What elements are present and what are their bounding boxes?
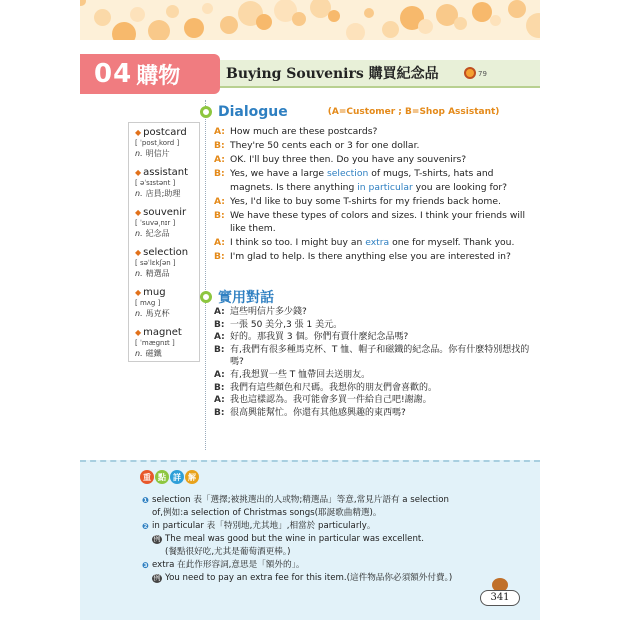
practical-text: 有,我想買一些 T 恤帶回去送朋友。	[230, 369, 371, 380]
note-text: The meal was good but the wine in particular was excellent.	[165, 534, 425, 544]
text-segment: of mugs, T-shirts, hats and magnets. Is there anything	[230, 168, 494, 193]
highlighted-term: in particular	[357, 181, 413, 193]
vocab-meaning	[135, 308, 193, 319]
key-points-heading-char: 詳	[170, 470, 184, 484]
key-points-panel	[80, 460, 540, 620]
vocab-word	[135, 207, 193, 218]
vocab-meaning-text: 店員;助理	[145, 189, 181, 198]
note-line	[142, 533, 502, 546]
note-text: You need to pay an extra fee for this item.(這件物品你必須額外付費。)	[165, 573, 453, 583]
vocab-pronunciation: [ ˈmægnɪt ]	[135, 339, 175, 347]
speaker-label: B:	[214, 251, 225, 262]
vocab-word	[135, 247, 193, 258]
circle-bullet-icon	[200, 291, 212, 303]
practical-line	[214, 319, 534, 332]
note-line	[142, 494, 502, 507]
decorative-dot	[346, 23, 365, 40]
dialogue-line	[214, 139, 534, 153]
practical-text: 我們有這些顏色和尺碼。我想你的朋友們會喜歡的。	[230, 382, 438, 393]
lesson-number: 04	[94, 59, 133, 89]
practical-text: 很高興能幫忙。你還有其他感興趣的東西嗎?	[230, 407, 406, 418]
text-segment: OK. I'll buy three then. Do you have any souvenirs?	[230, 154, 467, 165]
lesson-title-bar	[220, 60, 540, 88]
audio-track-icon[interactable]	[464, 67, 476, 79]
vocabulary-box	[128, 122, 200, 362]
dialogue-text	[230, 153, 534, 167]
vocab-pos: n.	[135, 349, 143, 358]
note-number: ❶	[142, 496, 149, 505]
practical-line	[214, 407, 534, 420]
example-marker-icon: 例	[153, 535, 161, 543]
key-points-heading-char: 重	[140, 470, 154, 484]
note-line	[142, 520, 502, 533]
decorative-dot	[130, 7, 145, 22]
vocab-word	[135, 127, 193, 138]
speaker-label: B:	[214, 209, 225, 221]
note-line	[142, 572, 502, 585]
dialogue-text	[230, 125, 534, 139]
dialogue-text	[230, 139, 534, 153]
note-line	[142, 546, 502, 559]
diamond-bullet-icon: ◆	[135, 328, 142, 337]
vocab-word-text: souvenir	[143, 207, 187, 218]
speaker-label: A:	[214, 237, 225, 248]
lesson-tab	[80, 54, 220, 94]
practical-text: 有,我們有很多種馬克杯、T 恤、帽子和磁鐵的紀念品。你有什麼特別想找的嗎?	[230, 344, 530, 368]
decorative-dot	[166, 5, 179, 18]
dialogue-text	[230, 209, 534, 236]
decorative-dot	[94, 9, 111, 26]
track-number: 79	[478, 70, 487, 78]
dialogue-line	[214, 153, 534, 167]
vocab-meaning	[135, 228, 193, 239]
practical-lines	[214, 306, 534, 419]
vocab-word	[135, 327, 193, 338]
vocab-meaning	[135, 188, 193, 199]
practical-text: 這些明信片多少錢?	[230, 307, 307, 317]
note-number: ❷	[142, 522, 149, 531]
speaker-label: A:	[214, 307, 225, 317]
text-segment: I think so too. I might buy an	[230, 237, 366, 248]
note-text: (餐點很好吃,尤其是葡萄酒更棒。)	[165, 547, 291, 557]
vocab-meaning	[135, 268, 193, 279]
practical-line	[214, 306, 534, 319]
vocab-item	[135, 167, 193, 199]
speaker-label: A:	[214, 154, 225, 165]
vocab-pronunciation: [ ˈsuvə͵nɪr ]	[135, 219, 176, 227]
vocab-word-text: assistant	[143, 167, 188, 178]
speaker-label: A:	[214, 369, 225, 380]
vocab-item	[135, 287, 193, 319]
vocab-meaning-text: 磁鐵	[145, 349, 162, 358]
decorative-dot	[508, 0, 526, 18]
diamond-bullet-icon: ◆	[135, 248, 142, 257]
roles-note: (A=Customer ; B=Shop Assistant)	[327, 107, 500, 117]
dialogue-text	[230, 167, 534, 194]
decorative-dot	[148, 20, 170, 40]
text-segment: Yes, we have a large	[230, 168, 327, 179]
decorative-dot	[220, 16, 238, 34]
dotted-guide-line	[205, 100, 206, 450]
decorative-dot	[328, 10, 340, 22]
text-segment: How much are these postcards?	[230, 126, 378, 137]
speaker-label: A:	[214, 195, 225, 207]
vocab-item	[135, 327, 193, 359]
decorative-dot	[256, 14, 272, 30]
decorative-dot	[490, 15, 501, 26]
vocab-word-text: mug	[143, 287, 166, 298]
diamond-bullet-icon: ◆	[135, 208, 142, 217]
practical-heading-label: 實用對話	[218, 290, 274, 306]
vocab-meaning-text: 精選品	[145, 269, 170, 278]
decorative-dot	[292, 12, 306, 26]
note-indent-spacer	[142, 572, 152, 585]
decorative-dot	[454, 17, 467, 30]
lesson-title-en: Buying Souvenirs 購買紀念品	[226, 66, 439, 82]
vocab-pos: n.	[135, 229, 143, 238]
dialogue-heading-label: Dialogue	[218, 104, 288, 120]
vocab-meaning-text: 紀念品	[145, 229, 170, 238]
dialogue-text	[230, 250, 534, 264]
dialogue-line	[214, 125, 534, 139]
practical-line	[214, 344, 534, 369]
practical-text: 一張 50 美分,3 張 1 美元。	[230, 319, 343, 330]
dialogue-lines	[214, 125, 534, 264]
decorative-dot	[364, 8, 374, 18]
practical-heading	[200, 287, 274, 307]
speaker-label: B:	[214, 382, 225, 393]
decorative-dot	[526, 13, 540, 38]
decorative-dot	[418, 19, 433, 34]
circle-bullet-icon	[200, 106, 212, 118]
speaker-label: A:	[214, 126, 225, 137]
vocab-pronunciation: [ səˈlɛkʃən ]	[135, 259, 176, 267]
note-text: selection 表「選擇;被挑選出的人或物;精選品」等意,常見片語有 a selection	[152, 495, 449, 505]
key-points-heading-char: 解	[185, 470, 199, 484]
diamond-bullet-icon: ◆	[135, 168, 142, 177]
vocab-item	[135, 247, 193, 279]
speaker-label: B:	[214, 168, 225, 179]
vocab-word	[135, 167, 193, 178]
decorative-dot	[112, 22, 136, 40]
speaker-label: B:	[214, 407, 225, 418]
key-points-heading-char: 點	[155, 470, 169, 484]
text-segment: I'm glad to help. Is there anything else you are interested in?	[230, 251, 511, 262]
note-indent-spacer	[142, 533, 152, 546]
vocab-meaning-text: 明信片	[145, 149, 170, 158]
speaker-label: A:	[214, 332, 225, 343]
dialogue-line	[214, 236, 534, 250]
lesson-title-zh: 購物	[136, 63, 181, 89]
dialogue-line	[214, 250, 534, 264]
textbook-page	[80, 0, 540, 620]
dialogue-heading	[200, 104, 499, 120]
practical-line	[214, 369, 534, 382]
note-line	[142, 559, 502, 572]
dialogue-text	[230, 195, 534, 209]
text-segment: They're 50 cents each or 3 for one dollar.	[230, 140, 420, 151]
vocab-meaning	[135, 148, 193, 159]
dialogue-line	[214, 167, 534, 194]
key-points-body	[142, 494, 502, 585]
text-segment: We have these types of colors and sizes. I think your friends will like them.	[230, 209, 526, 234]
highlighted-term: selection	[326, 168, 369, 179]
decorative-dot-band	[80, 0, 540, 40]
dialogue-text	[230, 236, 534, 250]
vocab-pos: n.	[135, 189, 143, 198]
decorative-dot	[382, 21, 399, 38]
vocab-word-text: postcard	[143, 127, 187, 138]
highlighted-term: extra	[365, 237, 390, 248]
practical-line	[214, 382, 534, 395]
note-line	[142, 507, 502, 520]
vocab-pos: n.	[135, 269, 143, 278]
diamond-bullet-icon: ◆	[135, 128, 142, 137]
speaker-label: B:	[214, 319, 225, 330]
vocab-item	[135, 207, 193, 239]
vocab-meaning-text: 馬克杯	[145, 309, 170, 318]
example-marker-icon: 例	[153, 574, 161, 582]
decorative-dot	[184, 18, 204, 38]
text-segment: Yes, I'd like to buy some T-shirts for my friends back home.	[230, 195, 501, 207]
vocab-pos: n.	[135, 309, 143, 318]
speaker-label: A:	[214, 395, 225, 406]
speaker-label: B:	[214, 344, 225, 355]
speaker-label: B:	[214, 140, 225, 151]
vocab-item	[135, 127, 193, 159]
note-text: in particular 表「特別地,尤其地」,相當於 particularly。	[152, 521, 376, 531]
vocab-pronunciation: [ mʌg ]	[135, 299, 161, 307]
vocab-meaning	[135, 348, 193, 359]
practical-line	[214, 331, 534, 344]
key-points-heading	[140, 470, 200, 484]
practical-text: 我也這樣認為。我可能會多買一件給自己吧!謝謝。	[230, 395, 432, 406]
vocab-pronunciation: [ ˈpost͵kord ]	[135, 139, 180, 147]
text-segment: one for myself. Thank you.	[389, 237, 515, 248]
note-text: of,例如:a selection of Christmas songs(耶誕歌曲精選)。	[152, 508, 382, 518]
vocab-word	[135, 287, 193, 298]
vocab-pos: n.	[135, 149, 143, 158]
decorative-dot	[472, 2, 492, 22]
decorative-dot	[80, 0, 86, 6]
diamond-bullet-icon: ◆	[135, 288, 142, 297]
dialogue-line	[214, 209, 534, 236]
page-number: 341	[480, 590, 520, 606]
decorative-dot	[202, 3, 213, 14]
vocab-word-text: magnet	[143, 327, 182, 338]
practical-line	[214, 394, 534, 407]
dialogue-line	[214, 195, 534, 209]
note-number: ❸	[142, 561, 149, 570]
vocab-pronunciation: [ əˈsɪstənt ]	[135, 179, 176, 187]
vocab-word-text: selection	[143, 247, 189, 258]
note-text: extra 在此作形容詞,意思是「額外的」。	[152, 560, 305, 570]
text-segment: you are looking for?	[412, 181, 507, 193]
practical-text: 好的。那我買 3 個。你們有賣什麼紀念品嗎?	[230, 332, 409, 343]
